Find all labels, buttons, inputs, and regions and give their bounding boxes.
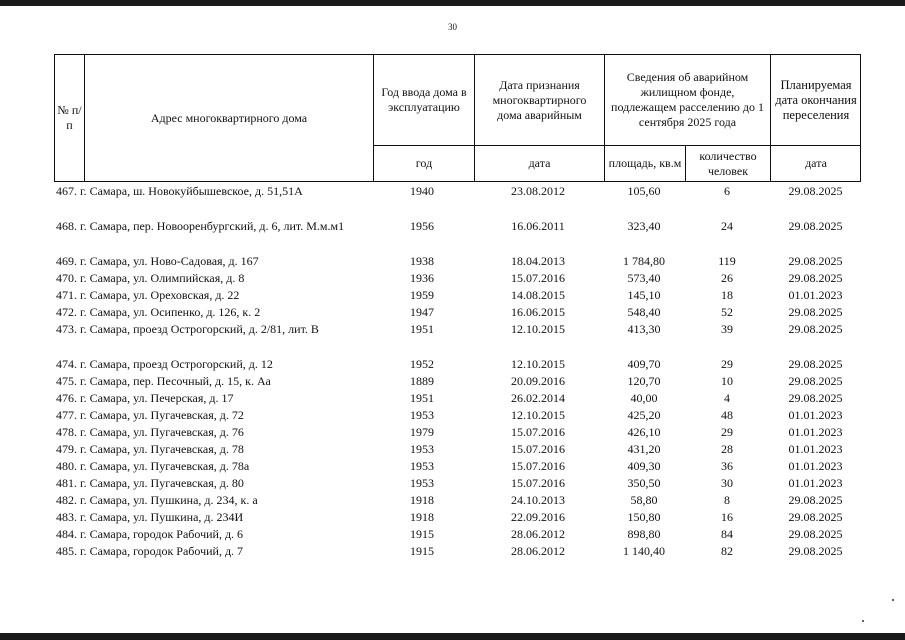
row-area: 150,80 bbox=[627, 510, 661, 524]
row-year: 1918 bbox=[410, 510, 434, 524]
row-year: 1959 bbox=[410, 288, 434, 302]
row-recognition-date: 18.04.2013 bbox=[511, 254, 565, 268]
row-address: 484. г. Самара, городок Рабочий, д. 6 bbox=[56, 527, 244, 541]
row-recognition-date: 16.06.2015 bbox=[511, 305, 565, 319]
row-area: 426,10 bbox=[627, 425, 661, 439]
subheader-area: площадь, кв.м bbox=[608, 156, 682, 170]
row-address: 481. г. Самара, ул. Пугачевская, д. 80 bbox=[56, 476, 244, 490]
row-recognition-date: 22.09.2016 bbox=[511, 510, 565, 524]
row-area: 105,60 bbox=[627, 184, 661, 198]
row-area: 323,40 bbox=[627, 219, 661, 233]
row-year: 1915 bbox=[410, 544, 434, 558]
row-planned-date: 29.08.2025 bbox=[788, 544, 843, 558]
row-area: 548,40 bbox=[627, 305, 661, 319]
row-recognition-date: 28.06.2012 bbox=[511, 527, 565, 541]
row-planned-date: 29.08.2025 bbox=[788, 184, 843, 198]
row-people-count: 52 bbox=[721, 305, 733, 319]
row-year: 1953 bbox=[410, 476, 434, 490]
row-people-count: 84 bbox=[721, 527, 733, 541]
row-people-count: 48 bbox=[721, 408, 733, 422]
row-year: 1947 bbox=[410, 305, 434, 319]
row-area: 409,30 bbox=[627, 459, 661, 473]
row-area: 350,50 bbox=[627, 476, 661, 490]
scan-speck bbox=[862, 620, 864, 622]
row-address: 476. г. Самара, ул. Печерская, д. 17 bbox=[56, 391, 234, 405]
header-num: № п/п bbox=[57, 103, 82, 132]
row-area: 413,30 bbox=[627, 322, 661, 336]
row-recognition-date: 15.07.2016 bbox=[511, 442, 565, 456]
row-address: 472. г. Самара, ул. Осипенко, д. 126, к. 2 bbox=[56, 305, 261, 319]
row-planned-date: 29.08.2025 bbox=[788, 254, 843, 268]
row-year: 1889 bbox=[410, 374, 434, 388]
row-area: 898,80 bbox=[627, 527, 661, 541]
row-address: 475. г. Самара, пер. Песочный, д. 15, к. Аа bbox=[56, 374, 271, 388]
row-year: 1953 bbox=[410, 459, 434, 473]
row-people-count: 119 bbox=[718, 254, 736, 268]
row-planned-date: 29.08.2025 bbox=[788, 271, 843, 285]
row-recognition-date: 14.08.2015 bbox=[511, 288, 565, 302]
row-recognition-date: 15.07.2016 bbox=[511, 459, 565, 473]
row-planned-date: 29.08.2025 bbox=[788, 357, 843, 371]
row-area: 1 784,80 bbox=[623, 254, 665, 268]
row-area: 573,40 bbox=[627, 271, 661, 285]
row-area: 40,00 bbox=[630, 391, 658, 405]
row-year: 1952 bbox=[410, 357, 434, 371]
row-recognition-date: 12.10.2015 bbox=[511, 357, 565, 371]
row-people-count: 4 bbox=[724, 391, 730, 405]
row-area: 120,70 bbox=[627, 374, 661, 388]
row-area: 431,20 bbox=[627, 442, 661, 456]
row-address: 471. г. Самара, ул. Ореховская, д. 22 bbox=[56, 288, 240, 302]
row-planned-date: 29.08.2025 bbox=[788, 219, 843, 233]
row-people-count: 29 bbox=[721, 425, 733, 439]
row-area: 1 140,40 bbox=[623, 544, 665, 558]
row-recognition-date: 16.06.2011 bbox=[511, 219, 565, 233]
row-recognition-date: 28.06.2012 bbox=[511, 544, 565, 558]
row-area: 425,20 bbox=[627, 408, 661, 422]
row-people-count: 26 bbox=[721, 271, 733, 285]
row-year: 1953 bbox=[410, 408, 434, 422]
scan-speck bbox=[892, 599, 894, 601]
subheader-count: количество человек bbox=[699, 148, 757, 178]
row-address: 474. г. Самара, проезд Острогорский, д. 12 bbox=[56, 357, 273, 371]
header-emergency-info: Сведения об аварийном жилищном фонде, подлежащем расселению до 1 сентября 2025 года bbox=[611, 70, 764, 129]
row-planned-date: 29.08.2025 bbox=[788, 391, 843, 405]
row-address: 485. г. Самара, городок Рабочий, д. 7 bbox=[56, 544, 244, 558]
row-address: 478. г. Самара, ул. Пугачевская, д. 76 bbox=[56, 425, 244, 439]
scan-top-border bbox=[0, 0, 905, 6]
row-recognition-date: 23.08.2012 bbox=[511, 184, 565, 198]
row-planned-date: 29.08.2025 bbox=[788, 527, 843, 541]
row-people-count: 39 bbox=[721, 322, 733, 336]
scan-bottom-border bbox=[0, 633, 905, 640]
row-people-count: 16 bbox=[721, 510, 733, 524]
row-year: 1979 bbox=[410, 425, 434, 439]
row-area: 409,70 bbox=[627, 357, 661, 371]
row-year: 1915 bbox=[410, 527, 434, 541]
row-recognition-date: 24.10.2013 bbox=[511, 493, 565, 507]
row-year: 1951 bbox=[410, 322, 434, 336]
row-people-count: 28 bbox=[721, 442, 733, 456]
row-address: 477. г. Самара, ул. Пугачевская, д. 72 bbox=[56, 408, 244, 422]
row-year: 1953 bbox=[410, 442, 434, 456]
row-planned-date: 01.01.2023 bbox=[788, 288, 843, 302]
row-people-count: 24 bbox=[721, 219, 733, 233]
row-address: 467. г. Самара, ш. Новокуйбышевское, д. 51,51А bbox=[56, 184, 303, 198]
row-planned-date: 01.01.2023 bbox=[788, 442, 843, 456]
row-year: 1956 bbox=[410, 219, 434, 233]
subheader-year: год bbox=[415, 156, 433, 170]
row-address: 470. г. Самара, ул. Олимпийская, д. 8 bbox=[56, 271, 245, 285]
row-people-count: 10 bbox=[721, 374, 733, 388]
row-people-count: 18 bbox=[721, 288, 733, 302]
row-year: 1951 bbox=[410, 391, 434, 405]
subheader-date: дата bbox=[528, 156, 551, 170]
row-area: 58,80 bbox=[630, 493, 658, 507]
row-planned-date: 29.08.2025 bbox=[788, 493, 843, 507]
row-address: 473. г. Самара, проезд Острогорский, д. 2/81, лит. В bbox=[56, 322, 319, 336]
row-planned-date: 01.01.2023 bbox=[788, 459, 843, 473]
row-people-count: 8 bbox=[724, 493, 730, 507]
row-recognition-date: 12.10.2015 bbox=[511, 408, 565, 422]
row-planned-date: 01.01.2023 bbox=[788, 408, 843, 422]
row-recognition-date: 15.07.2016 bbox=[511, 476, 565, 490]
subheader-end-date: дата bbox=[805, 156, 827, 170]
row-area: 145,10 bbox=[627, 288, 661, 302]
row-planned-date: 01.01.2023 bbox=[788, 425, 843, 439]
row-address: 479. г. Самара, ул. Пугачевская, д. 78 bbox=[56, 442, 244, 456]
row-people-count: 6 bbox=[724, 184, 730, 198]
header-planned-date: Планируемая дата окончания переселения bbox=[775, 77, 857, 122]
header-year: Год ввода дома в эксплуатацию bbox=[381, 85, 467, 114]
header-address: Адрес многоквартирного дома bbox=[150, 110, 308, 125]
row-recognition-date: 12.10.2015 bbox=[511, 322, 565, 336]
row-recognition-date: 15.07.2016 bbox=[511, 271, 565, 285]
row-planned-date: 01.01.2023 bbox=[788, 476, 843, 490]
row-people-count: 82 bbox=[721, 544, 733, 558]
row-year: 1918 bbox=[410, 493, 434, 507]
table-header bbox=[54, 54, 861, 182]
row-planned-date: 29.08.2025 bbox=[788, 374, 843, 388]
page-number: 30 bbox=[448, 22, 457, 32]
row-people-count: 30 bbox=[721, 476, 733, 490]
header-recognition-date: Дата признания многоквартирного дома аварийным bbox=[492, 77, 587, 122]
row-recognition-date: 26.02.2014 bbox=[511, 391, 565, 405]
row-year: 1938 bbox=[410, 254, 434, 268]
row-planned-date: 29.08.2025 bbox=[788, 305, 843, 319]
row-year: 1936 bbox=[410, 271, 434, 285]
row-address: 482. г. Самара, ул. Пушкина, д. 234, к. а bbox=[56, 493, 258, 507]
row-year: 1940 bbox=[410, 184, 434, 198]
row-recognition-date: 15.07.2016 bbox=[511, 425, 565, 439]
row-people-count: 36 bbox=[721, 459, 733, 473]
row-address: 469. г. Самара, ул. Ново-Садовая, д. 167 bbox=[56, 254, 259, 268]
row-planned-date: 29.08.2025 bbox=[788, 510, 843, 524]
row-address: 480. г. Самара, ул. Пугачевская, д. 78а bbox=[56, 459, 250, 473]
row-address: 483. г. Самара, ул. Пушкина, д. 234И bbox=[56, 510, 244, 524]
row-people-count: 29 bbox=[721, 357, 733, 371]
row-address: 468. г. Самара, пер. Новооренбургский, д. 6, лит. М.м.м1 bbox=[56, 219, 345, 233]
row-recognition-date: 20.09.2016 bbox=[511, 374, 565, 388]
row-planned-date: 29.08.2025 bbox=[788, 322, 843, 336]
